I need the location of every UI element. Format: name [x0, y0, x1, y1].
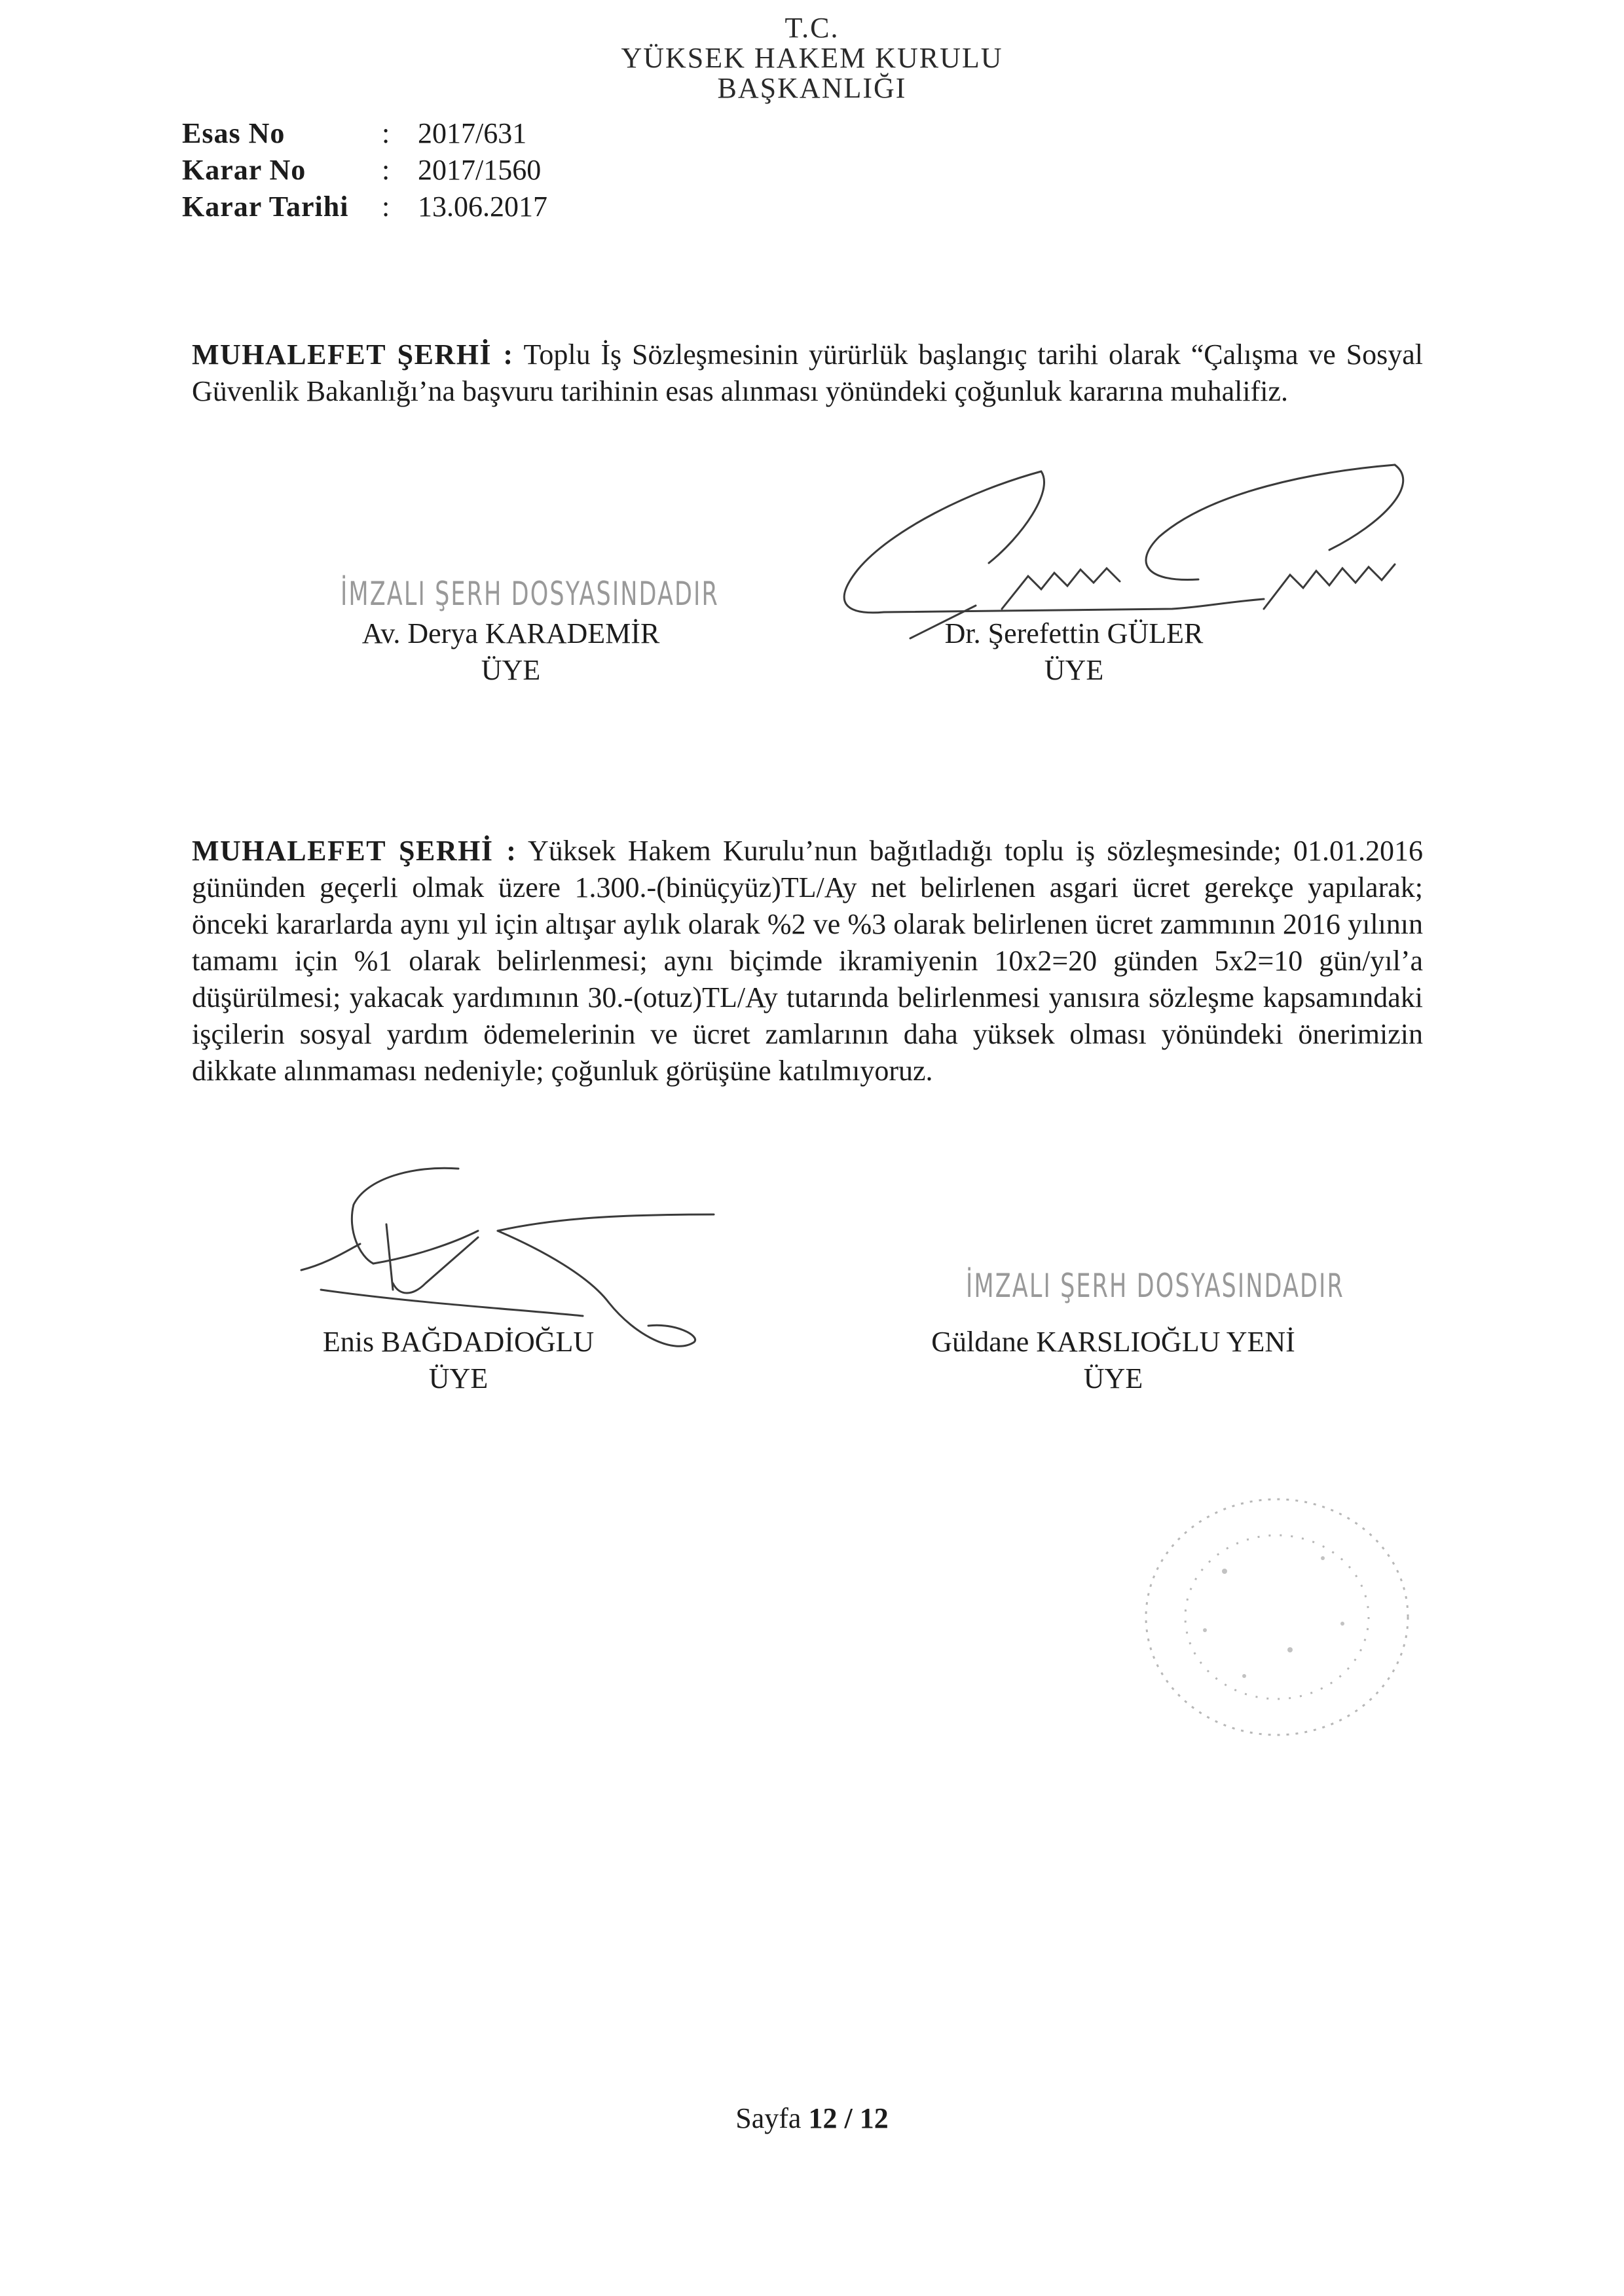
- dissent-paragraph-2: [192, 833, 1423, 1089]
- meta-label: Karar Tarihi: [182, 191, 349, 223]
- header-line-institution: YÜKSEK HAKEM KURULU: [621, 42, 1003, 74]
- page-number-footer: [0, 2102, 1624, 2135]
- signatory-name: Av. Derya KARADEMİR: [361, 617, 660, 649]
- meta-label: Esas No: [182, 117, 286, 149]
- signature-on-file-stamp: İMZALI ŞERH DOSYASINDADIR: [966, 1267, 1344, 1305]
- dissent-label: MUHALEFET ŞERHİ :: [192, 338, 514, 371]
- header-block: [0, 13, 1624, 103]
- signatory-name: Enis BAĞDADİOĞLU: [322, 1326, 595, 1358]
- signatory-role: ÜYE: [1083, 1362, 1143, 1394]
- dissent-text: Yüksek Hakem Kurulu’nun bağıtladığı toplu iş sözleşmesinde; 01.01.2016 gününden geçerli olmak üzere 1.300.-(binüçyüz)TL/Ay net belirlenen asgari ücret gerekçe yapılarak; önceki kararlarda aynı yıl için altışar aylık olarak %2 ve %3 olarak belirlenen ücret zammının 2016 yılının tamamı için %1 olarak belirlenmesi; aynı biçimde ikramiyenin 10x2=20 günden 5x2=10 gün/yıl’a düşürülmesi; yakacak yardımının 30.-(otuz)TL/Ay tutarında belirlenmesi yanısıra sözleşme kapsamındaki işçilerin sosyal yardım ödemelerinin ve ücret zamlarının daha yüksek olması yönündeki önerimizin dikkate alınmaması nedeniyle; çoğunluk görüşüne katılmıyoruz.: [192, 835, 1424, 1087]
- signatory-role: ÜYE: [481, 654, 541, 686]
- meta-colon: :: [382, 154, 390, 186]
- signatory-guldane-karslioglu-yeni: [877, 1324, 1349, 1397]
- dissent-text: Toplu İş Sözleşmesinin yürürlük başlangıç tarihi olarak “Çalışma ve Sosyal Güvenlik Bakanlığı’na başvuru tarihinin esas alınması yönündeki çoğunluk kararına muhalifiz.: [192, 338, 1423, 407]
- signature-on-file-stamp: İMZALI ŞERH DOSYASINDADIR: [341, 575, 719, 613]
- header-line-presidency: BAŞKANLIĞI: [717, 72, 907, 104]
- meta-label: Karar No: [182, 154, 306, 186]
- footer-prefix: Sayfa: [735, 2102, 802, 2134]
- dissent-label: MUHALEFET ŞERHİ :: [192, 835, 517, 867]
- meta-colon: :: [382, 117, 390, 149]
- meta-colon: :: [382, 191, 390, 223]
- meta-value: 2017/1560: [418, 154, 542, 186]
- signatory-serefettin-guler: [864, 615, 1283, 689]
- signatory-name: Dr. Şerefettin GÜLER: [944, 617, 1204, 649]
- signatory-role: ÜYE: [1044, 654, 1104, 686]
- footer-page: 12 / 12: [808, 2102, 889, 2134]
- signatory-name: Güldane KARSLIOĞLU YENİ: [931, 1326, 1295, 1358]
- dissent-paragraph-1: [192, 337, 1423, 410]
- meta-value: 2017/631: [418, 117, 527, 149]
- header-line-tc: T.C.: [784, 12, 840, 44]
- official-seal-stamp: [1126, 1480, 1428, 1755]
- meta-value: 13.06.2017: [418, 191, 547, 223]
- signatory-enis-bagdadioglu: [249, 1324, 668, 1397]
- signatory-derya-karademir: [301, 615, 720, 689]
- signatory-role: ÜYE: [428, 1362, 489, 1394]
